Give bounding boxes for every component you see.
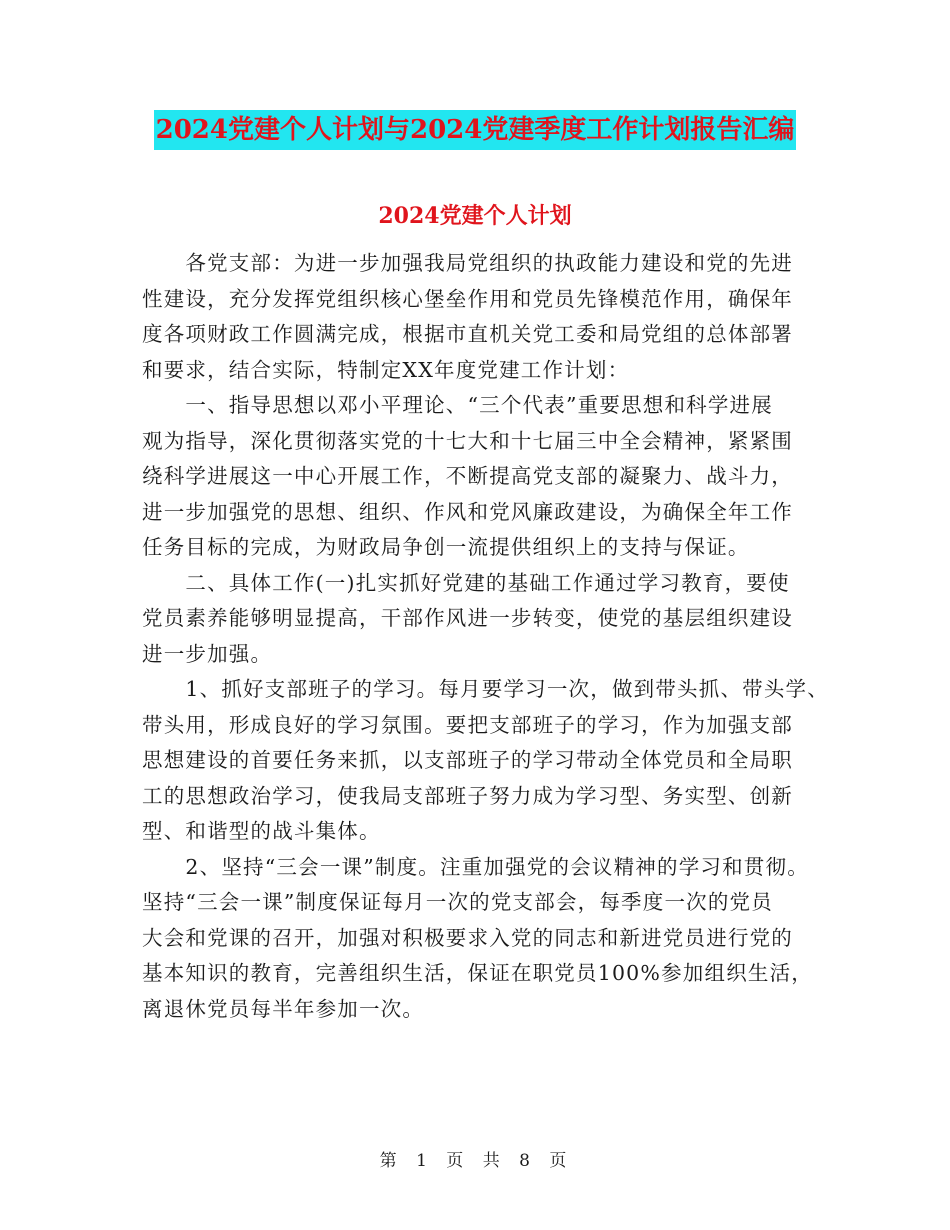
text-line: 绕科学进展这一中心开展工作，不断提高党支部的凝聚力、战斗力，: [142, 464, 793, 488]
text-line: 型、和谐型的战斗集体。: [142, 819, 381, 843]
text-line: 坚持“三会一课”制度保证每月一次的党支部会，每季度一次的党员: [142, 890, 773, 914]
text-line: 二、具体工作(一)扎实抓好党建的基础工作通过学习教育，要使: [142, 570, 790, 595]
section-title: 2024党建个人计划: [378, 203, 572, 229]
text-line: 思想建设的首要任务来抓，以支部班子的学习带动全体党员和全局职: [142, 748, 793, 772]
text-line: 工的思想政治学习，使我局支部班子努力成为学习型、务实型、创新: [142, 783, 793, 808]
text-line: 和要求，结合实际，特制定XX年度党建工作计划：: [142, 357, 630, 382]
text-line: 性建设，充分发挥党组织核心堡垒作用和党员先锋模范作用，确保年: [142, 286, 793, 311]
text-line: 任务目标的完成，为财政局争创一流提供组织上的支持与保证。: [142, 535, 750, 559]
text-line: 一、指导思想以邓小平理论、“三个代表”重要思想和科学进展: [142, 393, 773, 417]
page-footer: 第 1 页 共 8 页: [379, 1151, 571, 1171]
text-line: 进一步加强。: [142, 641, 273, 666]
text-line: 党员素养能够明显提高，干部作风进一步转变，使党的基层组织建设: [142, 606, 793, 630]
text-line: 1、抓好支部班子的学习。每月要学习一次，做到带头抓、带头学、: [142, 677, 829, 701]
text-line: 观为指导，深化贯彻落实党的十七大和十七届三中全会精神，紧紧围: [142, 428, 793, 453]
text-line: 各党支部：为进一步加强我局党组织的执政能力建设和党的先进: [142, 251, 793, 275]
text-line: 度各项财政工作圆满完成，根据市直机关党工委和局党组的总体部署: [142, 322, 793, 346]
document-title: 2024党建个人计划与2024党建季度工作计划报告汇编: [154, 110, 797, 150]
text-line: 大会和党课的召开，加强对积极要求入党的同志和新进党员进行党的: [142, 925, 793, 950]
document-title-container: [0, 110, 950, 150]
text-line: 进一步加强党的思想、组织、作风和党风廉政建设，为确保全年工作: [142, 499, 793, 524]
text-line: 基本知识的教育，完善组织生活，保证在职党员100%参加组织生活，: [142, 961, 814, 985]
text-line: 带头用，形成良好的学习氛围。要把支部班子的学习，作为加强支部: [142, 712, 793, 737]
text-line: 2、坚持“三会一课”制度。注重加强党的会议精神的学习和贯彻。: [142, 854, 809, 879]
document-body: [142, 246, 829, 1027]
text-line: 离退休党员每半年参加一次。: [142, 996, 425, 1021]
